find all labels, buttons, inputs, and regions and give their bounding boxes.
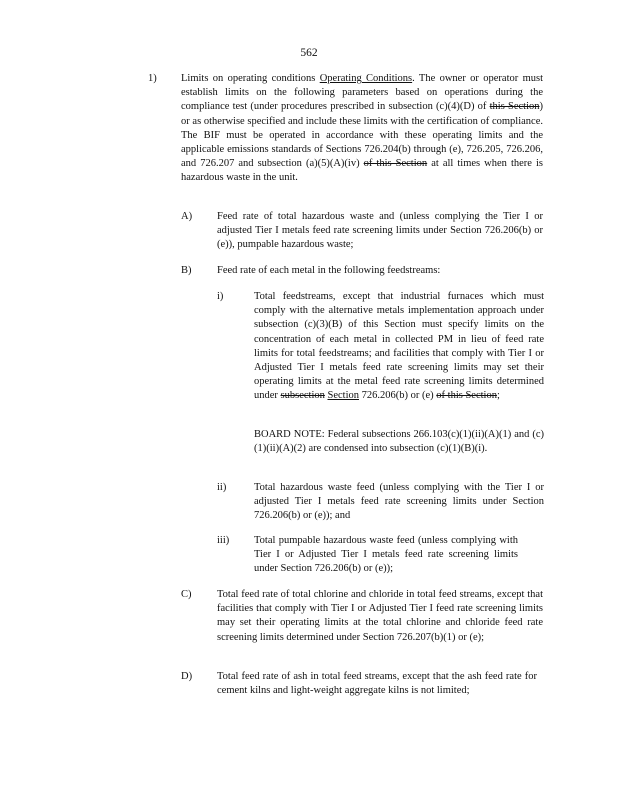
item-b-label: B) bbox=[181, 265, 192, 276]
item-b-iii-paragraph: Total pumpable hazardous waste feed (unless complying with Tier I or Adjusted Tier I metals feed rate screening limits under Section 726.206(b) or (e)); bbox=[254, 535, 518, 575]
board-note: BOARD NOTE: Federal subsections 266.103(c)(1)(ii)(A)(1) and (c)(1)(ii)(A)(2) are condensed into subsection (c)(1)(B)(i). bbox=[254, 429, 544, 455]
item-1-text-b: . The owner or operator must establish limits on the following parameters based on operations during the compliance test (under procedures prescribed in subsection (c)(4)(D) of bbox=[181, 73, 543, 113]
item-1-deleted-text-2: of this Section bbox=[363, 158, 428, 170]
item-c-paragraph: Total feed rate of total chlorine and chloride in total feed streams, except that facilities that comply with Tier I or Adjusted Tier I feed rate screening limits may set their operating limits at the total chlorine and chloride feed rate screening limits determined under Section 726.207(b)(1) or (e); bbox=[217, 589, 543, 643]
item-b-i-text-a: Total feedstreams, except that industrial furnaces which must comply with the alternative metals implementation approach under subsection (c)(3)(B) of this Section must specify limits on the concentration of each metal in collected PM in lieu of feed rate limits for total feedstreams; and facilities that comply with Tier I or Adjusted Tier I metals feed rate screening limits may set their operating limits at the metal feed rate screening limits determined under bbox=[254, 291, 544, 402]
item-1-label: 1) bbox=[148, 73, 157, 84]
item-b-i-inserted-text: Section bbox=[327, 390, 359, 402]
item-1-paragraph bbox=[181, 72, 543, 186]
item-a-paragraph: Feed rate of total hazardous waste and (unless complying the Tier I or adjusted Tier I metals feed rate screening limits under Section 726.206(b) or (e)), pumpable hazardous waste; bbox=[217, 211, 543, 251]
item-b-ii-paragraph: Total hazardous waste feed (unless complying with the Tier I or adjusted Tier I metals feed rate screening limits under Section 726.206(b) or (e)); and bbox=[254, 482, 544, 522]
item-b-i-paragraph bbox=[254, 290, 544, 404]
item-1-text-d: at all times when there is hazardous waste in the unit. bbox=[181, 158, 543, 184]
item-d-label: D) bbox=[181, 671, 193, 682]
item-1-text-c: ) or as otherwise specified and include these limits with the certification of compliance. The BIF must be operated in accordance with these operating limits and the applicable emissions standards of Sections 726.204(b) through (e), 726.205, 726.206, and 726.207 and subsection (a)(5)(A)(iv) bbox=[181, 101, 543, 170]
item-1-deleted-text: this Section bbox=[489, 101, 540, 113]
item-1-text-a: Limits on operating conditions bbox=[181, 73, 320, 84]
item-b-ii-label: ii) bbox=[217, 482, 227, 493]
item-b-iii-label: iii) bbox=[217, 535, 230, 546]
item-c-label: C) bbox=[181, 589, 192, 600]
item-1-inserted-text: Operating Conditions bbox=[319, 73, 413, 84]
item-d-paragraph: Total feed rate of ash in total feed streams, except that the ash feed rate for cement kilns and light-weight aggregate kilns is not limited; bbox=[217, 671, 537, 697]
page-number: 562 bbox=[300, 47, 318, 59]
item-a-label: A) bbox=[181, 211, 193, 222]
item-b-i-deleted-text-2: of this Section bbox=[436, 390, 497, 402]
item-b-i-text-c: ; bbox=[496, 390, 500, 402]
item-b-i-deleted-text: subsection bbox=[280, 390, 325, 402]
item-b-i-label: i) bbox=[217, 291, 224, 302]
item-b-i-text-b: 726.206(b) or (e) bbox=[359, 390, 437, 402]
item-b-paragraph: Feed rate of each metal in the following feedstreams: bbox=[217, 265, 441, 276]
